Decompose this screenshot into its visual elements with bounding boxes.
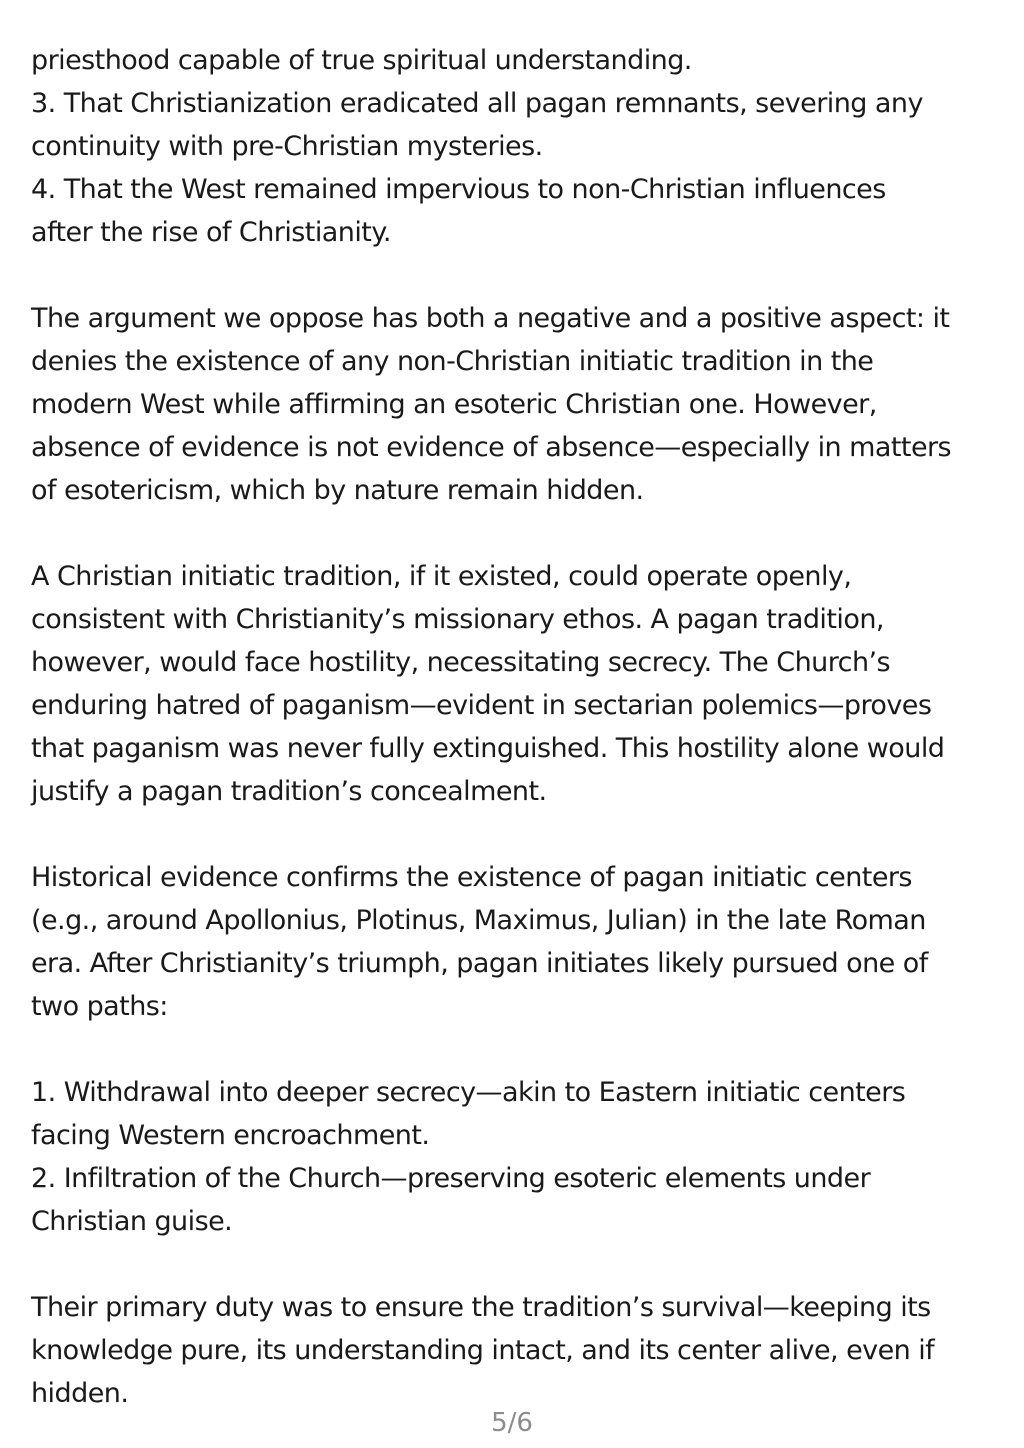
paragraph [31, 39, 996, 254]
text-line: 1. Withdrawal into deeper secrecy—akin to Eastern initiatic centers [31, 1077, 906, 1108]
text-line: (e.g., around Apollonius, Plotinus, Maximus, Julian) in the late Roman [31, 905, 926, 936]
text-line: denies the existence of any non-Christian initiatic tradition in the [31, 346, 874, 377]
paragraph-gap [31, 813, 996, 856]
text-line: hidden. [31, 1378, 129, 1409]
paragraph-gap [31, 254, 996, 297]
text-line: The argument we oppose has both a negative and a positive aspect: it [31, 303, 950, 334]
text-line: after the rise of Christianity. [31, 217, 391, 248]
text-line: A Christian initiatic tradition, if it existed, could operate openly, [31, 561, 852, 592]
text-line: 3. That Christianization eradicated all pagan remnants, severing any [31, 88, 923, 119]
text-line: 4. That the West remained impervious to non-Christian influences [31, 174, 886, 205]
text-line: knowledge pure, its understanding intact, and its center alive, even if [31, 1335, 935, 1366]
text-line: that paganism was never fully extinguished. This hostility alone would [31, 733, 945, 764]
text-line: enduring hatred of paganism—evident in sectarian polemics—proves [31, 690, 932, 721]
paragraph [31, 856, 996, 1028]
text-line: Historical evidence confirms the existence of pagan initiatic centers [31, 862, 912, 893]
paragraph [31, 1286, 996, 1415]
text-line: era. After Christianity’s triumph, pagan initiates likely pursued one of [31, 948, 928, 979]
text-line: justify a pagan tradition’s concealment. [31, 776, 547, 807]
paragraph [31, 555, 996, 813]
text-line: facing Western encroachment. [31, 1120, 430, 1151]
text-line: of esotericism, which by nature remain hidden. [31, 475, 644, 506]
text-line: modern West while affirming an esoteric Christian one. However, [31, 389, 877, 420]
paragraph [31, 1071, 996, 1243]
text-line: priesthood capable of true spiritual understanding. [31, 45, 692, 76]
page-indicator: 5/6 [491, 1408, 533, 1438]
text-line: Their primary duty was to ensure the tradition’s survival—keeping its [31, 1292, 931, 1323]
paragraph-gap [31, 1028, 996, 1071]
text-line: two paths: [31, 991, 168, 1022]
text-line: continuity with pre-Christian mysteries. [31, 131, 543, 162]
reader-text-area [31, 39, 996, 1415]
text-line: however, would face hostility, necessitating secrecy. The Church’s [31, 647, 891, 678]
paragraph-gap [31, 1243, 996, 1286]
text-line: consistent with Christianity’s missionary ethos. A pagan tradition, [31, 604, 884, 635]
paragraph-gap [31, 512, 996, 555]
text-line: Christian guise. [31, 1206, 233, 1237]
text-line: 2. Infiltration of the Church—preserving esoteric elements under [31, 1163, 871, 1194]
paragraph [31, 297, 996, 512]
text-line: absence of evidence is not evidence of absence—especially in matters [31, 432, 952, 463]
